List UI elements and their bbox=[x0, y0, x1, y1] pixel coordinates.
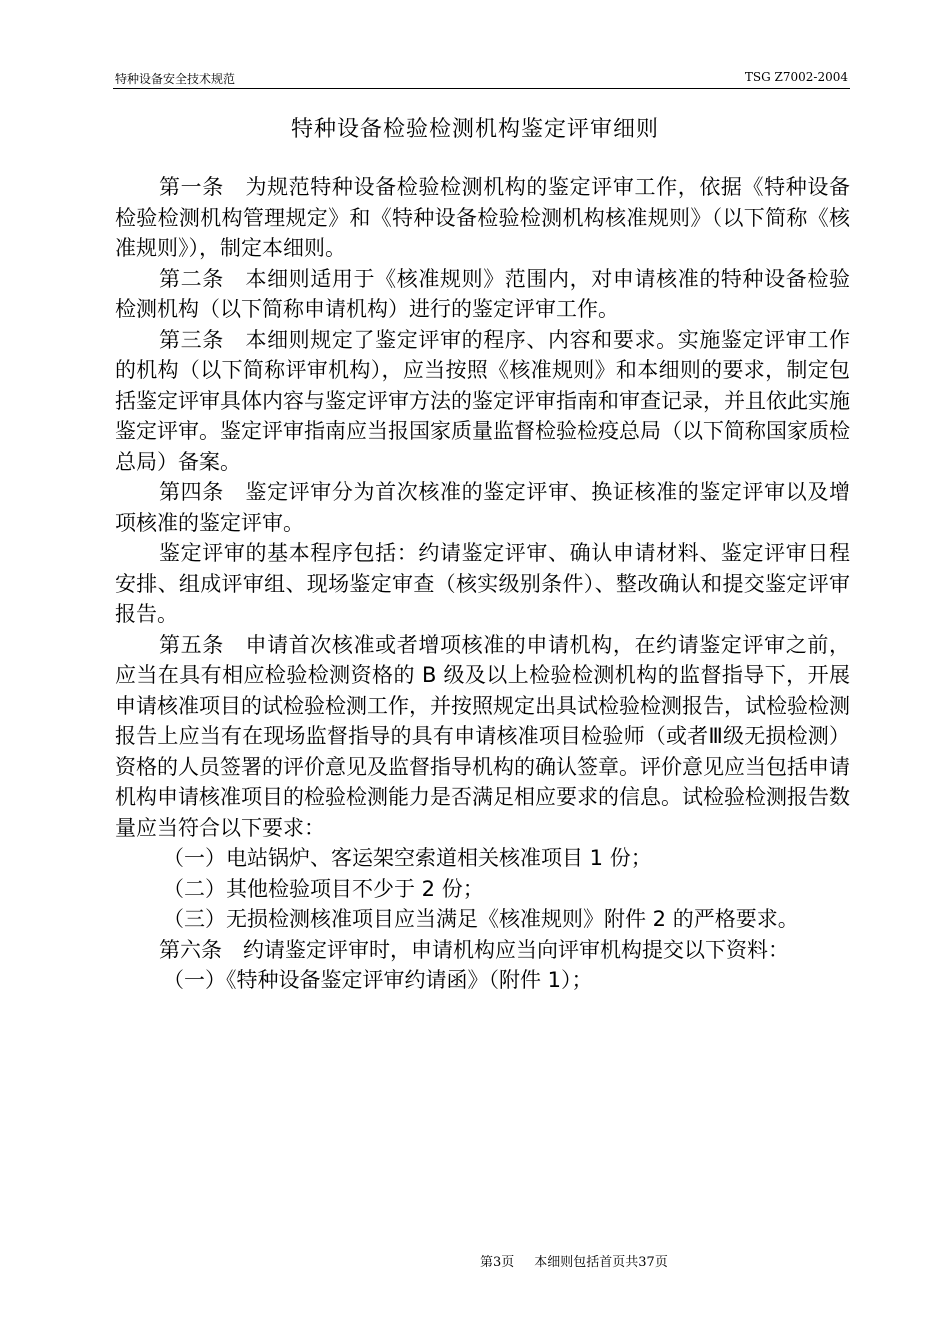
page-footer bbox=[0, 1251, 950, 1270]
article-5-item-1: （一）电站锅炉、客运架空索道相关核准项目 1 份； bbox=[163, 846, 652, 870]
article-5-item-3: （三）无损检测核准项目应当满足《核准规则》附件 2 的严格要求。 bbox=[163, 907, 799, 931]
header-left-text: 特种设备安全技术规范 bbox=[115, 72, 236, 86]
document-title: 特种设备检验检测机构鉴定评审细则 bbox=[290, 117, 659, 142]
article-5-item-2: （二）其他检验项目不少于 2 份； bbox=[163, 876, 484, 901]
header-standard-code: TSG Z7002-2004 bbox=[744, 70, 848, 84]
article-1: 第一条 为规范特种设备检验检测机构的鉴定评审工作，依据《特种设备检验检测机构管理规定》和《特种设备检验检测机构核准规则》（以下简称《核准规则》），制定本细则。 bbox=[115, 175, 850, 260]
footer-page-number: 第3页 bbox=[480, 1255, 515, 1270]
article-6-item-1: （一）《特种设备鉴定评审约请函》（附件 1）； bbox=[163, 968, 593, 992]
article-3: 第三条 本细则规定了鉴定评审的程序、内容和要求。实施鉴定评审工作的机构（以下简称评审机构），应当按照《核准规则》和本细则的要求，制定包括鉴定评审具体内容与鉴定评审方法的鉴定评审指南和审查记录，并且依此实施鉴定评审。鉴定评审指南应当报国家质量监督检验检疫总局（以下简称国家质检总局）备案。 bbox=[115, 327, 850, 474]
article-6: 第六条 约请鉴定评审时，申请机构应当向评审机构提交以下资料： bbox=[159, 937, 789, 962]
document-body bbox=[115, 172, 850, 996]
article-4-procedure: 鉴定评审的基本程序包括：约请鉴定评审、确认申请材料、鉴定评审日程安排、组成评审组、现场鉴定审查（核实级别条件）、整改确认和提交鉴定评审报告。 bbox=[115, 541, 850, 626]
footer-total-pages: 本细则包括首页共37页 bbox=[534, 1255, 668, 1270]
article-2: 第二条 本细则适用于《核准规则》范围内，对申请核准的特种设备检验检测机构（以下简称申请机构）进行的鉴定评审工作。 bbox=[115, 266, 850, 321]
page-header bbox=[113, 70, 850, 89]
article-4: 第四条 鉴定评审分为首次核准的鉴定评审、换证核准的鉴定评审以及增项核准的鉴定评审。 bbox=[115, 480, 850, 535]
article-5: 第五条 申请首次核准或者增项核准的申请机构，在约请鉴定评审之前，应当在具有相应检验检测资格的 B 级及以上检验检测机构的监督指导下，开展申请核准项目的试检验检测工作，并按照规定出具试检验检测报告，试检验检测报告上应当有在现场监督指导的具有申请核准项目检验师（或者Ⅲ级无损检测）资格的人员签署的评价意见及监督指导机构的确认签章。评价意见应当包括申请机构申请核准项目的检验检测能力是否满足相应要求的信息。试检验检测报告数量应当符合以下要求： bbox=[115, 632, 850, 840]
